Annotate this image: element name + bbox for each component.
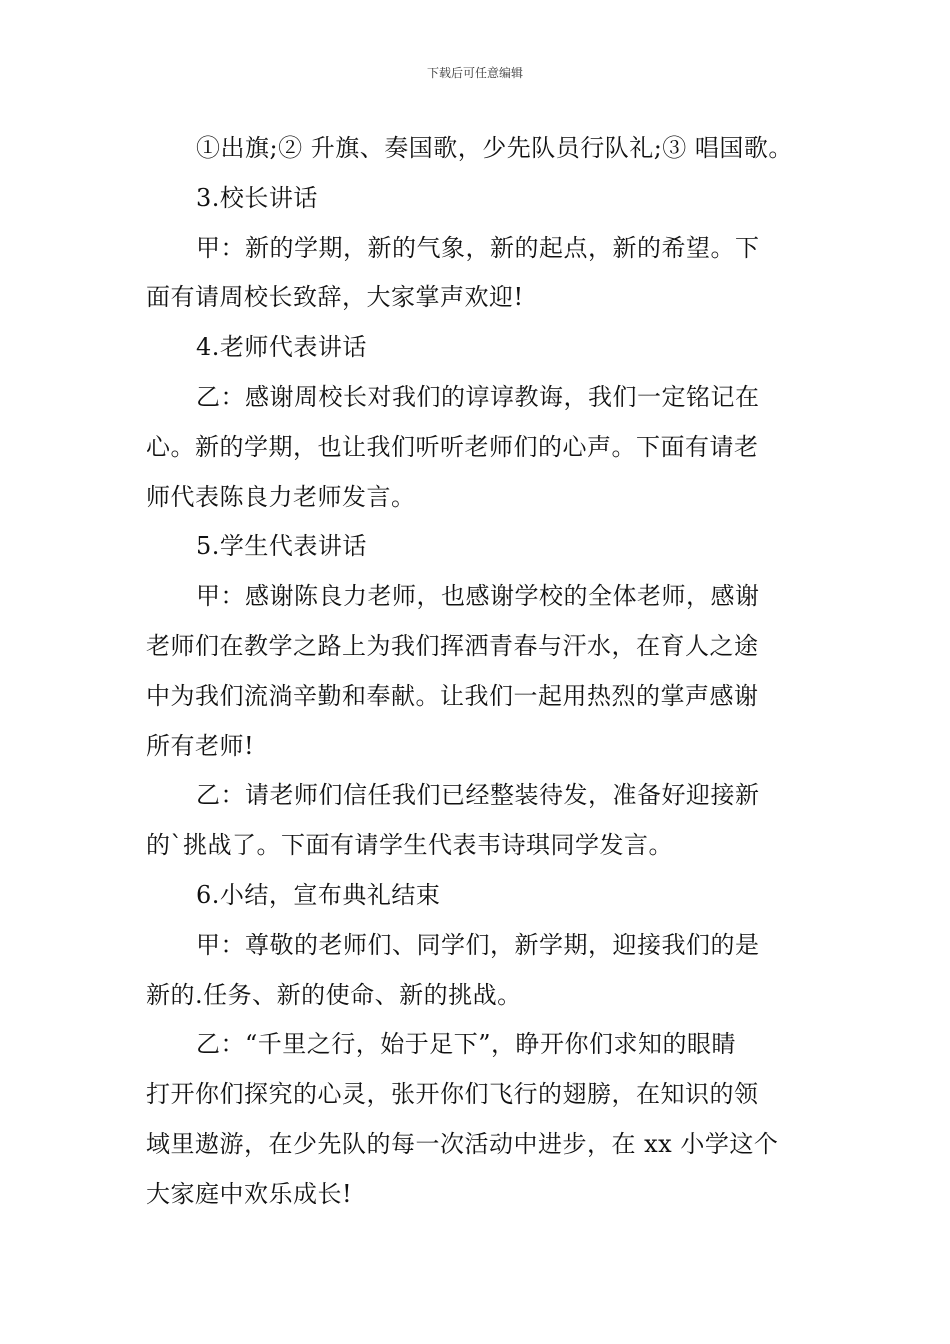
document-body bbox=[146, 124, 808, 1220]
paragraph-line: ①出旗;② 升旗、奏国歌，少先队员行队礼;③ 唱国歌。 bbox=[196, 134, 793, 162]
paragraph-line: 面有请周校长致辞，大家掌声欢迎! bbox=[146, 283, 524, 312]
paragraph-line: 域里遨游，在少先队的每一次活动中进步，在 xx 小学这个 bbox=[146, 1129, 779, 1158]
section-heading: 3.校长讲话 bbox=[196, 183, 318, 212]
paragraph-line: 大家庭中欢乐成长! bbox=[146, 1179, 353, 1208]
paragraph-line: 师代表陈良力老师发言。 bbox=[146, 482, 416, 511]
paragraph-line: 老师们在教学之路上为我们挥洒青春与汗水，在育人之途 bbox=[146, 631, 759, 660]
section-heading: 5.学生代表讲话 bbox=[196, 532, 367, 561]
paragraph-line: 甲：新的学期，新的气象，新的起点，新的希望。下 bbox=[196, 233, 760, 262]
paragraph-line: 乙：“千里之行，始于足下”，睁开你们求知的眼睛 bbox=[196, 1030, 737, 1059]
paragraph-line: 甲：尊敬的老师们、同学们，新学期，迎接我们的是 bbox=[196, 930, 760, 959]
section-heading: 4.老师代表讲话 bbox=[196, 333, 367, 362]
paragraph-line: 乙：感谢周校长对我们的谆谆教诲，我们一定铭记在 bbox=[196, 382, 760, 411]
paragraph-line: 打开你们探究的心灵，张开你们飞行的翅膀，在知识的领 bbox=[146, 1080, 759, 1109]
paragraph-line: 中为我们流淌辛勤和奉献。让我们一起用热烈的掌声感谢 bbox=[146, 681, 759, 710]
paragraph-line: 心。新的学期，也让我们听听老师们的心声。下面有请老 bbox=[146, 432, 759, 461]
paragraph-line: 新的.任务、新的使命、新的挑战。 bbox=[146, 980, 522, 1009]
paragraph-line: 所有老师! bbox=[146, 731, 255, 760]
page-header: 下载后可任意编辑 bbox=[426, 66, 523, 80]
section-heading: 6.小结，宣布典礼结束 bbox=[196, 880, 441, 909]
paragraph-line: 乙：请老师们信任我们已经整装待发，准备好迎接新 bbox=[196, 781, 760, 810]
paragraph-line: 甲：感谢陈良力老师，也感谢学校的全体老师，感谢 bbox=[196, 582, 760, 611]
paragraph-line: 的`挑战了。下面有请学生代表韦诗琪同学发言。 bbox=[146, 831, 673, 860]
